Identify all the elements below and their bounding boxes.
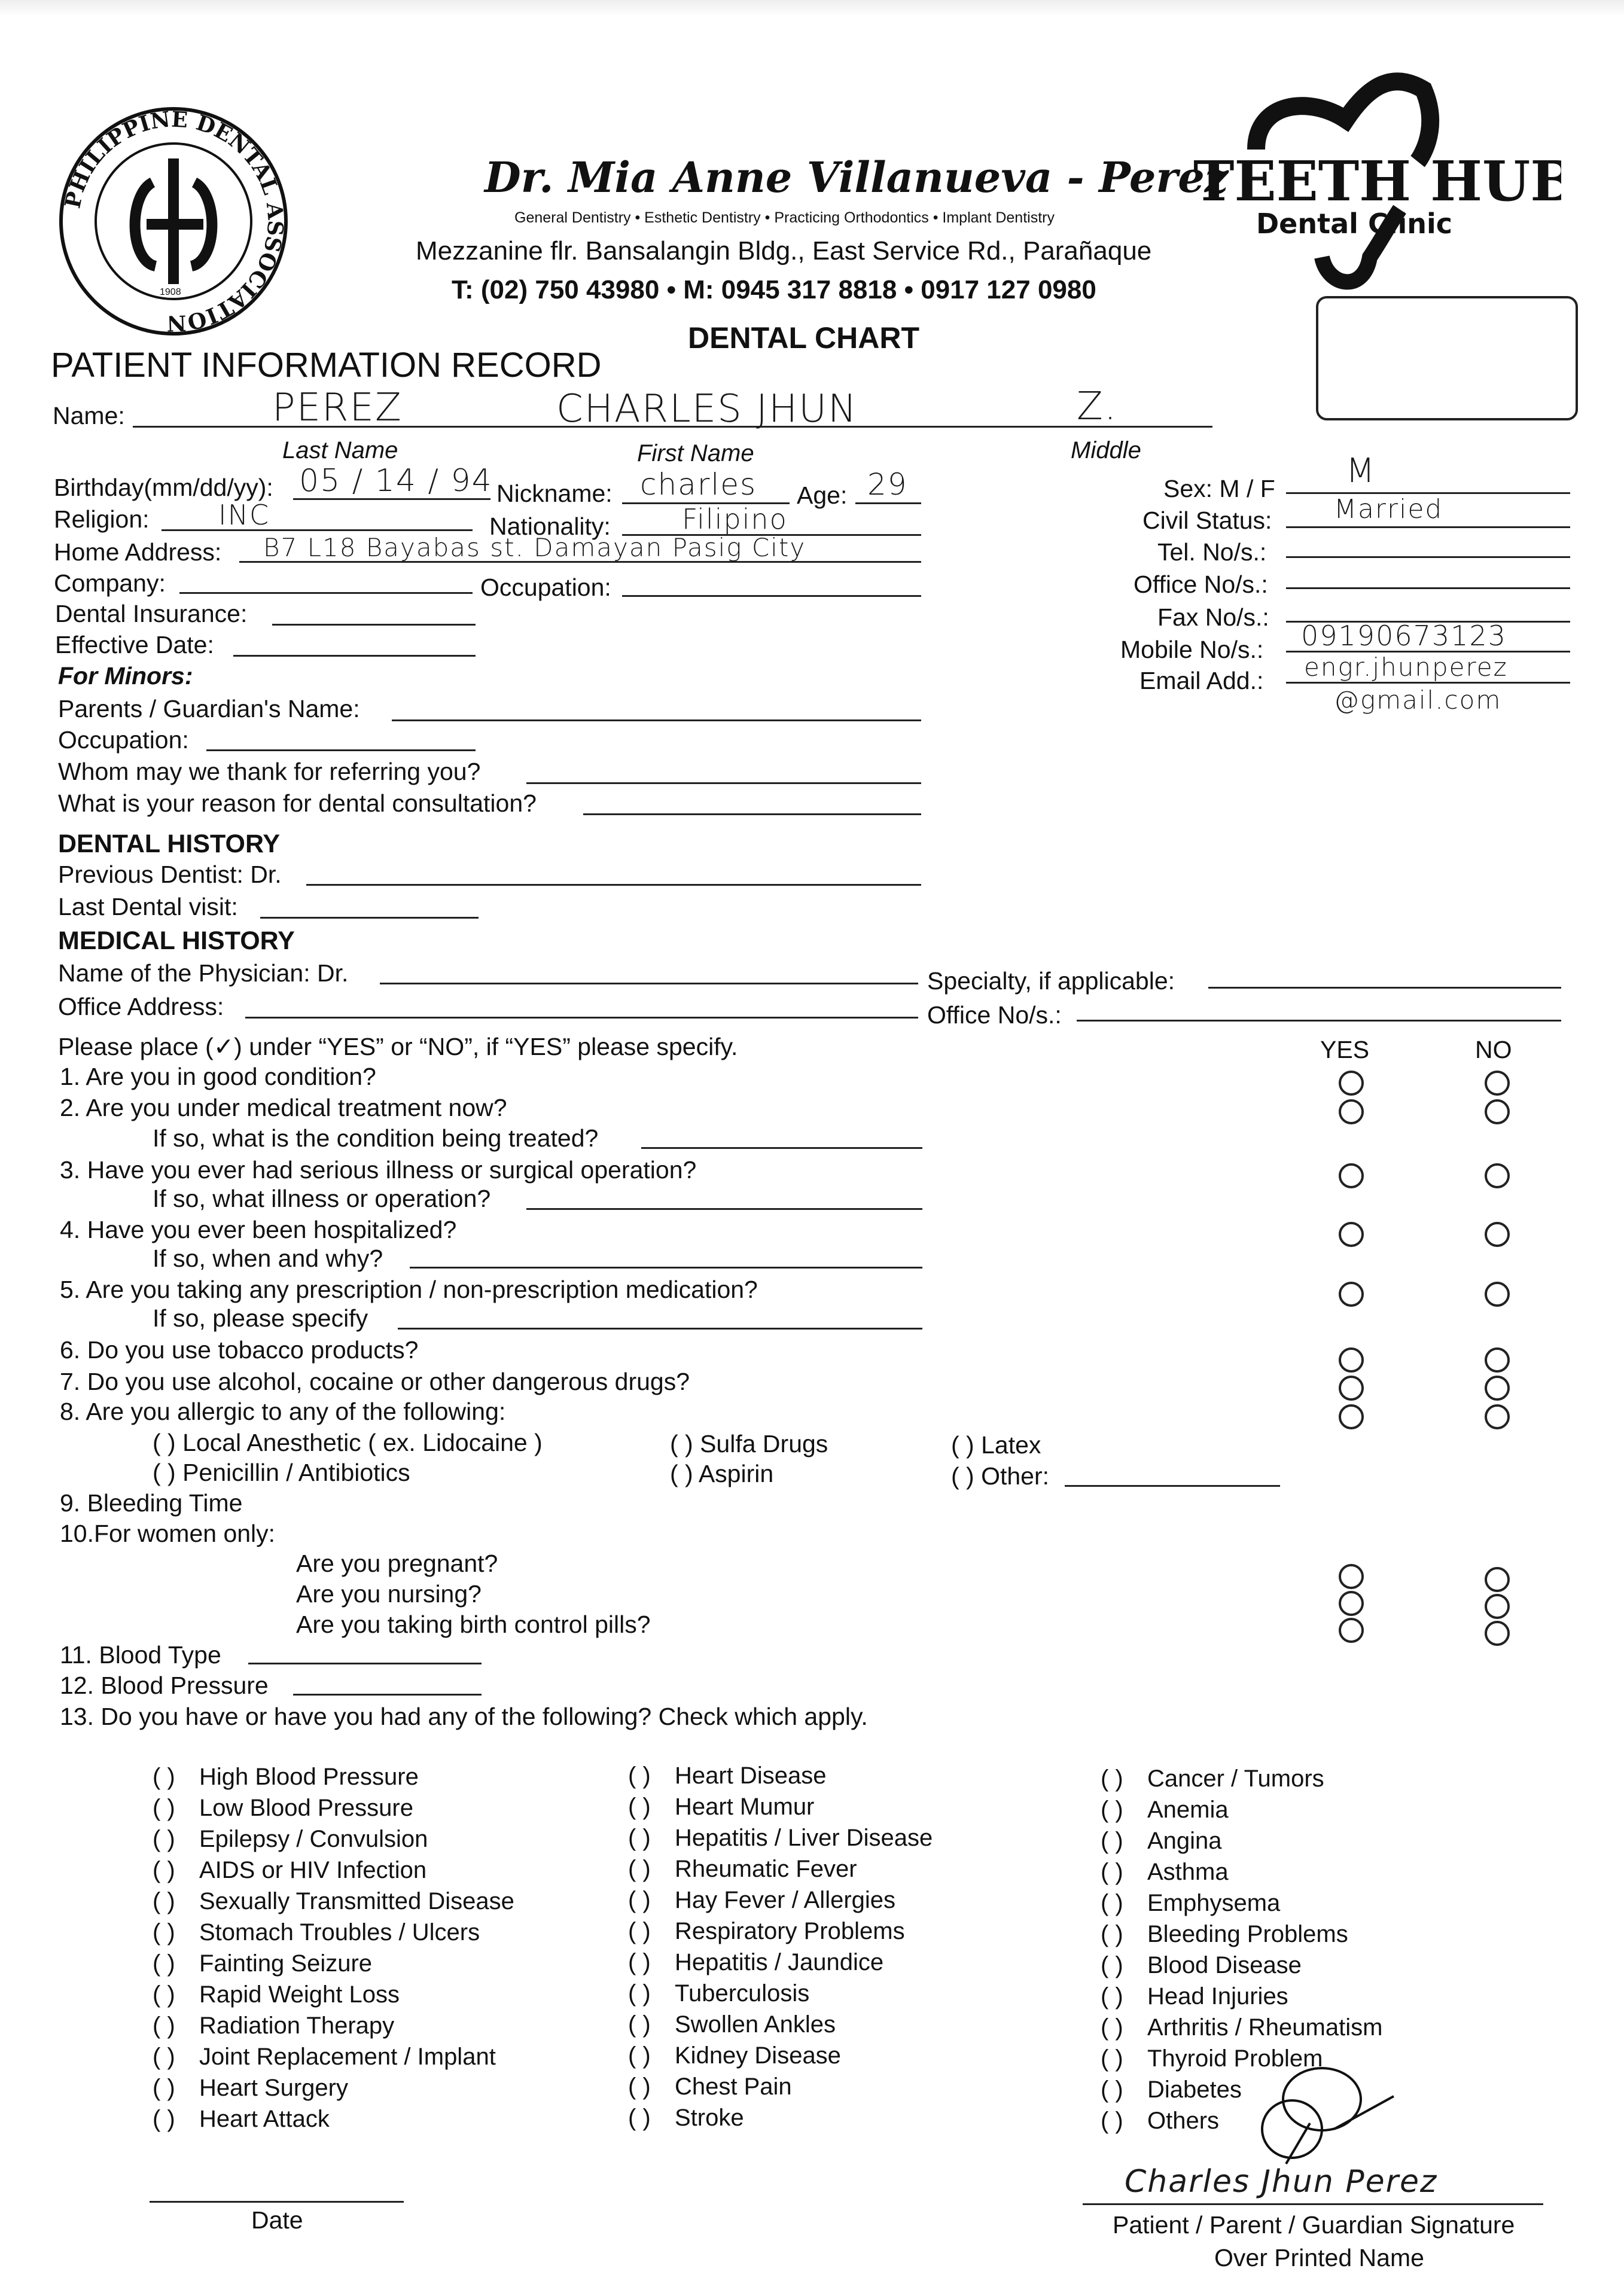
q5-yes-radio[interactable] [1339, 1282, 1364, 1307]
condition-item[interactable] [153, 1792, 514, 1824]
q3-yes-radio[interactable] [1339, 1163, 1364, 1188]
no-header: NO [1475, 1036, 1512, 1063]
q2-yes-radio[interactable] [1339, 1099, 1364, 1124]
nickname-label: Nickname: [496, 480, 613, 507]
condition-label: Thyroid Problem [1147, 2045, 1323, 2072]
question-5-followup: If so, please specify [153, 1304, 368, 1332]
condition-checkbox[interactable]: ( ) [628, 1980, 651, 2007]
condition-item[interactable] [628, 1978, 933, 2009]
condition-label: Fainting Seizure [199, 1950, 373, 1977]
q4-no-radio[interactable] [1485, 1222, 1510, 1247]
condition-checkbox[interactable]: ( ) [153, 2075, 175, 2101]
allergy-latex[interactable]: ( ) Latex [951, 1431, 1041, 1459]
middle-caption: Middle [1071, 437, 1141, 464]
specialty-label: Specialty, if applicable: [927, 967, 1175, 995]
age-label: Age: [797, 481, 848, 509]
minors-title: For Minors: [58, 662, 193, 690]
condition-item[interactable] [628, 2009, 933, 2040]
condition-item[interactable] [153, 1886, 514, 1917]
paper-edge [0, 0, 1624, 17]
condition-label: Others [1147, 2108, 1220, 2134]
condition-checkbox[interactable]: ( ) [153, 1764, 175, 1790]
pregnant-yes-radio[interactable] [1339, 1564, 1364, 1589]
tel-label: Tel. No/s.: [1157, 538, 1267, 566]
physician-line [380, 983, 918, 984]
name-label: Name: [53, 402, 125, 429]
condition-item[interactable] [153, 2103, 514, 2135]
condition-item[interactable] [628, 1791, 933, 1822]
condition-label: AIDS or HIV Infection [199, 1857, 427, 1883]
condition-label: Heart Mumur [675, 1794, 815, 1820]
condition-label: Head Injuries [1147, 1983, 1288, 2010]
condition-checkbox[interactable]: ( ) [153, 1981, 175, 2008]
last-name-caption: Last Name [282, 437, 398, 464]
condition-checkbox[interactable]: ( ) [1101, 2077, 1123, 2103]
condition-item[interactable] [153, 2072, 514, 2103]
conditions-col-1 [153, 1761, 514, 2135]
condition-label: Heart Attack [199, 2106, 330, 2132]
referral-label: Whom may we thank for referring you? [58, 758, 481, 785]
signature-sub: Over Printed Name [1214, 2244, 1424, 2271]
minor-occupation-line [206, 749, 476, 751]
question-9: 9. Bleeding Time [60, 1489, 243, 1517]
nationality-label: Nationality: [489, 513, 611, 540]
guardian-label: Parents / Guardian's Name: [58, 695, 360, 722]
doctor-name: Dr. Mia Anne Villanueva - Perez [485, 153, 1229, 202]
question-13: 13. Do you have or have you had any of the following? Check which apply. [60, 1703, 868, 1730]
condition-item[interactable] [153, 2041, 514, 2072]
age-value[interactable]: 29 [867, 467, 908, 502]
condition-label: Cancer / Tumors [1147, 1766, 1324, 1792]
q5-line [398, 1328, 922, 1330]
instruction-text: Please place (✓) under “YES” or “NO”, if “YES” please specify. [58, 1033, 738, 1060]
nickname-value[interactable]: charles [640, 467, 757, 502]
allergy-aspirin[interactable]: ( ) Aspirin [670, 1460, 774, 1487]
office-no-label: Office No/s.: [1134, 571, 1268, 598]
q2-line [641, 1147, 922, 1149]
date-line [150, 2201, 404, 2203]
religion-label: Religion: [54, 505, 150, 533]
question-3: 3. Have you ever had serious illness or surgical operation? [60, 1156, 697, 1184]
condition-label: Hepatitis / Jaundice [675, 1949, 884, 1975]
condition-checkbox[interactable]: ( ) [1101, 1828, 1123, 1854]
condition-item[interactable] [153, 1948, 514, 1979]
dental-chart-title: DENTAL CHART [688, 321, 920, 355]
question-2-followup: If so, what is the condition being treated? [153, 1124, 599, 1152]
question-12: 12. Blood Pressure [60, 1672, 269, 1699]
condition-checkbox[interactable]: ( ) [628, 2042, 651, 2069]
condition-label: Hepatitis / Liver Disease [675, 1825, 933, 1851]
question-4: 4. Have you ever been hospitalized? [60, 1216, 457, 1243]
dental-history-title: DENTAL HISTORY [58, 830, 281, 858]
condition-label: Epilepsy / Convulsion [199, 1826, 428, 1852]
q5-no-radio[interactable] [1485, 1282, 1510, 1307]
allergy-local-anesthetic[interactable]: ( ) Local Anesthetic ( ex. Lidocaine ) [153, 1429, 543, 1456]
condition-label: Tuberculosis [675, 1980, 810, 2007]
office-no-line [1286, 587, 1570, 589]
condition-checkbox[interactable]: ( ) [1101, 2014, 1123, 2041]
minor-occupation-label: Occupation: [58, 726, 189, 754]
svg-text:TEETH HUB: TEETH HUB [1193, 149, 1561, 214]
condition-checkbox[interactable]: ( ) [153, 2106, 175, 2132]
blood-type-line [248, 1663, 482, 1664]
q1-yes-radio[interactable] [1339, 1071, 1364, 1096]
q7-yes-radio[interactable] [1339, 1376, 1364, 1401]
civil-status-label: Civil Status: [1142, 507, 1272, 534]
company-line [179, 592, 473, 594]
blood-pressure-line [293, 1694, 482, 1696]
condition-checkbox[interactable]: ( ) [628, 1825, 651, 1851]
guardian-line [392, 719, 921, 721]
condition-checkbox[interactable]: ( ) [628, 1794, 651, 1820]
first-name-caption: First Name [637, 440, 754, 466]
teeth-hub-logo [1190, 60, 1561, 311]
condition-label: Stomach Troubles / Ulcers [199, 1919, 480, 1946]
physician-office-no-label: Office No/s.: [927, 1001, 1062, 1029]
q7-no-radio[interactable] [1485, 1376, 1510, 1401]
q4-yes-radio[interactable] [1339, 1222, 1364, 1247]
sex-value[interactable]: M [1346, 452, 1376, 490]
q8-yes-radio[interactable] [1339, 1404, 1364, 1429]
condition-checkbox[interactable]: ( ) [1101, 1859, 1123, 1885]
condition-checkbox[interactable]: ( ) [1101, 1921, 1123, 1947]
condition-checkbox[interactable]: ( ) [153, 1888, 175, 1914]
condition-checkbox[interactable]: ( ) [153, 1826, 175, 1852]
condition-label: Rheumatic Fever [675, 1856, 857, 1882]
condition-checkbox[interactable]: ( ) [1101, 1797, 1123, 1823]
last-visit-line [260, 917, 479, 919]
question-2: 2. Are you under medical treatment now? [60, 1094, 507, 1121]
women-pregnant: Are you pregnant? [296, 1550, 498, 1577]
nursing-no-radio[interactable] [1485, 1594, 1510, 1619]
reason-label: What is your reason for dental consultation? [58, 789, 537, 817]
question-6: 6. Do you use tobacco products? [60, 1336, 419, 1364]
first-name-value[interactable]: CHARLES JHUN [556, 387, 858, 431]
allergy-sulfa[interactable]: ( ) Sulfa Drugs [670, 1430, 828, 1458]
fax-label: Fax No/s.: [1157, 603, 1269, 631]
condition-label: Respiratory Problems [675, 1918, 905, 1944]
referral-line [526, 782, 921, 784]
condition-checkbox[interactable]: ( ) [153, 2044, 175, 2070]
svg-text:1908: 1908 [160, 287, 181, 297]
condition-checkbox[interactable]: ( ) [628, 2074, 651, 2100]
birth-control-yes-radio[interactable] [1339, 1618, 1364, 1643]
last-name-value[interactable]: PEREZ [272, 386, 403, 430]
office-address-line [245, 1017, 918, 1019]
company-label: Company: [54, 569, 166, 597]
condition-checkbox[interactable]: ( ) [1101, 1766, 1123, 1792]
email-label: Email Add.: [1139, 667, 1264, 694]
civil-status-line [1286, 526, 1570, 528]
pda-seal-logo [57, 105, 290, 338]
condition-item[interactable] [1101, 1794, 1382, 1825]
condition-item[interactable] [1101, 1981, 1382, 2012]
condition-label: Chest Pain [675, 2074, 792, 2100]
condition-checkbox[interactable]: ( ) [153, 1950, 175, 1977]
condition-item[interactable] [628, 1947, 933, 1978]
email-line [1286, 682, 1570, 684]
condition-item[interactable] [628, 2040, 933, 2071]
previous-dentist-label: Previous Dentist: Dr. [58, 861, 282, 888]
condition-item[interactable] [628, 2102, 933, 2133]
condition-checkbox[interactable]: ( ) [153, 1795, 175, 1821]
tel-line [1286, 556, 1570, 558]
physician-office-no-line [1077, 1020, 1561, 1022]
home-address-label: Home Address: [54, 538, 222, 566]
condition-checkbox[interactable]: ( ) [628, 1856, 651, 1882]
signature-name: Charles Jhun Perez [1125, 2164, 1438, 2200]
condition-label: High Blood Pressure [199, 1764, 419, 1790]
condition-item[interactable] [1101, 1950, 1382, 1981]
condition-item[interactable] [628, 1760, 933, 1791]
condition-label: Bleeding Problems [1147, 1921, 1348, 1947]
q3-no-radio[interactable] [1485, 1163, 1510, 1188]
condition-item[interactable] [628, 1822, 933, 1853]
reason-line [583, 813, 921, 815]
condition-label: Emphysema [1147, 1890, 1281, 1916]
condition-label: Radiation Therapy [199, 2013, 395, 2039]
dental-insurance-line [272, 624, 476, 626]
email-value-line2[interactable]: @gmail.com [1334, 685, 1502, 715]
condition-label: Heart Disease [675, 1763, 827, 1789]
condition-label: Asthma [1147, 1859, 1229, 1885]
condition-label: Anemia [1147, 1797, 1229, 1823]
dental-insurance-label: Dental Insurance: [55, 600, 248, 627]
conditions-col-2 [628, 1760, 933, 2133]
date-label: Date [251, 2206, 303, 2234]
mobile-label: Mobile No/s.: [1120, 636, 1264, 663]
condition-checkbox[interactable]: ( ) [1101, 1983, 1123, 2010]
women-birth-control: Are you taking birth control pills? [296, 1611, 651, 1638]
question-11: 11. Blood Type [60, 1641, 221, 1669]
home-address-value[interactable]: B7 L18 Bayabas st. Damayan Pasig City [263, 533, 806, 562]
condition-label: Kidney Disease [675, 2042, 841, 2069]
condition-item[interactable] [153, 1855, 514, 1886]
condition-item[interactable] [1101, 1825, 1382, 1856]
women-nursing: Are you nursing? [296, 1580, 482, 1608]
condition-item[interactable] [153, 2010, 514, 2041]
condition-item[interactable] [153, 1824, 514, 1855]
form-title: PATIENT INFORMATION RECORD [51, 346, 602, 385]
condition-checkbox[interactable]: ( ) [1101, 1890, 1123, 1916]
previous-dentist-line [306, 884, 921, 886]
condition-item[interactable] [153, 1979, 514, 2010]
question-10: 10.For women only: [60, 1520, 276, 1547]
birth-control-no-radio[interactable] [1485, 1621, 1510, 1646]
condition-checkbox[interactable]: ( ) [153, 2013, 175, 2039]
age-line [855, 502, 921, 504]
civil-status-value[interactable]: Married [1334, 494, 1443, 525]
nationality-value[interactable]: Filipino [682, 503, 788, 535]
allergy-other-line [1065, 1485, 1280, 1487]
condition-label: Stroke [675, 2105, 744, 2131]
birthday-value[interactable]: 05 / 14 / 94 [299, 463, 493, 499]
q8-no-radio[interactable] [1485, 1404, 1510, 1429]
condition-item[interactable] [628, 1916, 933, 1947]
condition-label: Joint Replacement / Implant [199, 2044, 496, 2070]
office-address-label: Office Address: [58, 993, 224, 1020]
q6-no-radio[interactable] [1485, 1347, 1510, 1373]
sex-label: Sex: M / F [1163, 475, 1275, 502]
condition-label: Rapid Weight Loss [199, 1981, 400, 2008]
pregnant-no-radio[interactable] [1485, 1567, 1510, 1592]
condition-label: Blood Disease [1147, 1952, 1302, 1978]
condition-checkbox[interactable]: ( ) [628, 1949, 651, 1975]
clinic-address: Mezzanine flr. Bansalangin Bldg., East Service Rd., Parañaque [416, 236, 1152, 266]
effective-date-line [233, 655, 476, 657]
svg-text:PHILIPPINE DENTAL ASSOCIATION: PHILIPPINE DENTAL ASSOCIATION [60, 106, 288, 336]
signature-label: Patient / Parent / Guardian Signature [1113, 2211, 1515, 2239]
condition-label: Sexually Transmitted Disease [199, 1888, 514, 1914]
q3-line [526, 1208, 922, 1210]
occupation-label: Occupation: [480, 574, 611, 601]
svg-text:Dental Clinic: Dental Clinic [1256, 208, 1453, 240]
condition-checkbox[interactable]: ( ) [1101, 2108, 1123, 2134]
condition-item[interactable] [628, 1853, 933, 1885]
religion-value[interactable]: INC [218, 499, 270, 531]
services-line: General Dentistry • Esthetic Dentistry • Practicing Orthodontics • Implant Dentistry [514, 209, 1055, 226]
photo-box [1316, 296, 1578, 420]
question-3-followup: If so, what illness or operation? [153, 1185, 491, 1212]
condition-label: Hay Fever / Allergies [675, 1887, 896, 1913]
condition-checkbox[interactable]: ( ) [628, 2011, 651, 2038]
clinic-phones: T: (02) 750 43980 • M: 0945 317 8818 • 0917 127 0980 [452, 275, 1096, 304]
birthday-label: Birthday(mm/dd/yy): [54, 474, 273, 501]
mobile-value[interactable]: 09190673123 [1301, 620, 1507, 652]
q2-no-radio[interactable] [1485, 1099, 1510, 1124]
condition-item[interactable] [153, 1917, 514, 1948]
signature-line [1083, 2203, 1543, 2205]
condition-item[interactable] [1101, 1763, 1382, 1794]
condition-checkbox[interactable]: ( ) [153, 1919, 175, 1946]
last-visit-label: Last Dental visit: [58, 893, 238, 920]
condition-label: Diabetes [1147, 2077, 1242, 2103]
physician-label: Name of the Physician: Dr. [58, 959, 349, 987]
condition-checkbox[interactable]: ( ) [628, 1763, 651, 1789]
email-value-line1[interactable]: engr.jhunperez [1304, 652, 1508, 682]
question-5: 5. Are you taking any prescription / non-prescription medication? [60, 1276, 758, 1303]
condition-checkbox[interactable]: ( ) [1101, 1952, 1123, 1978]
q1-no-radio[interactable] [1485, 1071, 1510, 1096]
condition-label: Low Blood Pressure [199, 1795, 413, 1821]
specialty-line [1208, 987, 1561, 989]
effective-date-label: Effective Date: [55, 631, 214, 658]
condition-item[interactable] [1101, 1888, 1382, 1919]
condition-item[interactable] [1101, 1856, 1382, 1888]
religion-line [162, 529, 473, 531]
condition-label: Angina [1147, 1828, 1222, 1854]
condition-checkbox[interactable]: ( ) [153, 1857, 175, 1883]
q4-line [410, 1267, 922, 1269]
condition-item[interactable] [628, 1885, 933, 1916]
condition-label: Arthritis / Rheumatism [1147, 2014, 1383, 2041]
medical-history-title: MEDICAL HISTORY [58, 926, 295, 955]
question-4-followup: If so, when and why? [153, 1245, 383, 1272]
condition-checkbox[interactable]: ( ) [628, 1887, 651, 1913]
condition-checkbox[interactable]: ( ) [628, 2105, 651, 2131]
condition-label: Swollen Ankles [675, 2011, 836, 2038]
allergy-other[interactable]: ( ) Other: [951, 1462, 1050, 1490]
signature-scribble [1244, 2063, 1412, 2165]
condition-item[interactable] [628, 2071, 933, 2102]
condition-item[interactable] [1101, 2012, 1382, 2043]
question-7: 7. Do you use alcohol, cocaine or other dangerous drugs? [60, 1368, 690, 1395]
occupation-line [622, 595, 921, 597]
question-1: 1. Are you in good condition? [60, 1063, 376, 1090]
condition-item[interactable] [1101, 1919, 1382, 1950]
condition-label: Heart Surgery [199, 2075, 348, 2101]
condition-checkbox[interactable]: ( ) [1101, 2045, 1123, 2072]
condition-item[interactable] [153, 1761, 514, 1792]
middle-name-value[interactable]: Z. [1077, 385, 1118, 429]
nursing-yes-radio[interactable] [1339, 1591, 1364, 1616]
yes-header: YES [1320, 1036, 1370, 1063]
q6-yes-radio[interactable] [1339, 1347, 1364, 1373]
question-8: 8. Are you allergic to any of the following: [60, 1398, 506, 1425]
condition-checkbox[interactable]: ( ) [628, 1918, 651, 1944]
allergy-penicillin[interactable]: ( ) Penicillin / Antibiotics [153, 1459, 410, 1486]
